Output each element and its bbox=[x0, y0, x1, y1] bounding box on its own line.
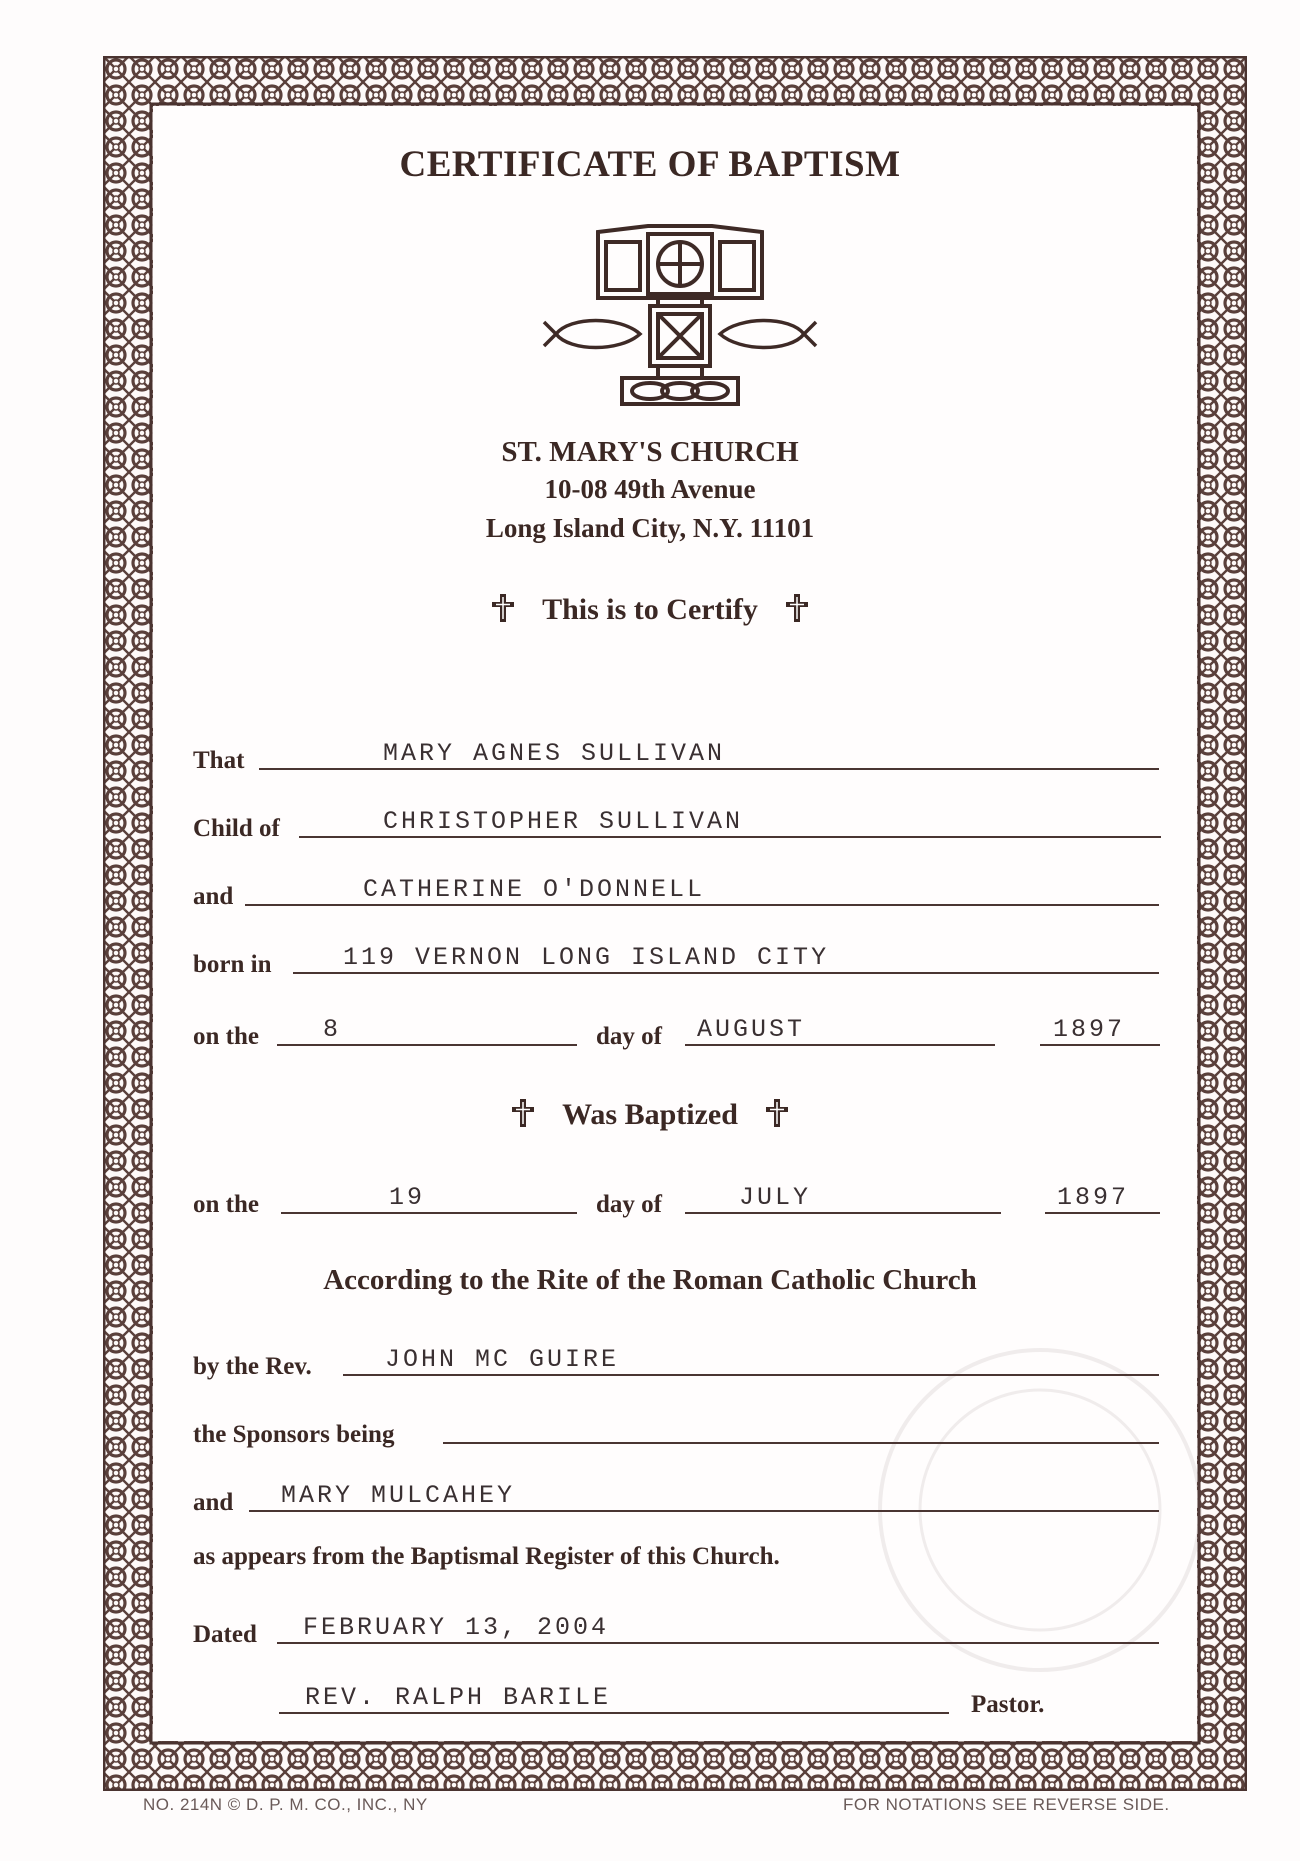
label-born-in: born in bbox=[193, 951, 272, 978]
father-line bbox=[299, 836, 1161, 838]
certify-heading-text: This is to Certify bbox=[542, 593, 758, 626]
baptism-year-line bbox=[1045, 1212, 1160, 1214]
baptism-day-value: 19 bbox=[389, 1183, 426, 1212]
label-pastor: Pastor. bbox=[971, 1691, 1045, 1718]
sponsor-2-line bbox=[249, 1510, 1159, 1512]
reverend-value: JOHN MC GUIRE bbox=[385, 1345, 620, 1374]
label-and: and bbox=[193, 1489, 234, 1516]
mother-value: CATHERINE O'DONNELL bbox=[363, 875, 706, 904]
label-that: That bbox=[193, 747, 245, 774]
pastor-value: REV. RALPH BARILE bbox=[305, 1683, 612, 1712]
baptized-heading-text: Was Baptized bbox=[562, 1098, 738, 1131]
field-row-birthdate bbox=[193, 1012, 1163, 1052]
cross-icon bbox=[492, 594, 514, 630]
church-address: 10-08 49th Avenue bbox=[544, 474, 756, 504]
label-sponsors-being: the Sponsors being bbox=[193, 1421, 395, 1448]
label-on-the: on the bbox=[193, 1191, 259, 1218]
dated-line bbox=[277, 1642, 1159, 1644]
baptism-month-line bbox=[685, 1212, 1001, 1214]
certify-heading bbox=[0, 593, 1300, 630]
rite-line: According to the Rite of the Roman Catholic Church bbox=[323, 1264, 977, 1296]
name-value: MARY AGNES SULLIVAN bbox=[383, 739, 726, 768]
sponsor-2-value: MARY MULCAHEY bbox=[281, 1481, 516, 1510]
sponsor-1-line bbox=[443, 1442, 1159, 1444]
field-row-mother bbox=[193, 872, 1163, 912]
baptism-day-line bbox=[281, 1212, 577, 1214]
cross-icon bbox=[766, 1099, 788, 1135]
form-number: NO. 214N © D. P. M. CO., INC., NY bbox=[143, 1795, 428, 1814]
field-row-reverend bbox=[193, 1342, 1163, 1382]
field-row-dated bbox=[193, 1610, 1163, 1650]
birth-month-line bbox=[685, 1044, 995, 1046]
name-line bbox=[259, 768, 1159, 770]
baptized-heading bbox=[0, 1098, 1300, 1135]
church-city: Long Island City, N.Y. 11101 bbox=[485, 513, 815, 543]
birth-day-value: 8 bbox=[323, 1015, 342, 1044]
father-value: CHRISTOPHER SULLIVAN bbox=[383, 807, 744, 836]
field-row-father bbox=[193, 804, 1163, 844]
baptism-month-value: JULY bbox=[739, 1183, 812, 1212]
label-dated: Dated bbox=[193, 1621, 257, 1648]
birthplace-value: 119 VERNON LONG ISLAND CITY bbox=[343, 943, 830, 972]
label-and: and bbox=[193, 883, 234, 910]
birth-year-line bbox=[1040, 1044, 1160, 1046]
field-row-pastor bbox=[193, 1680, 1163, 1720]
pastor-line bbox=[279, 1712, 949, 1714]
label-on-the: on the bbox=[193, 1023, 259, 1050]
fish-icon bbox=[544, 321, 640, 348]
reverend-line bbox=[343, 1374, 1159, 1376]
field-row-sponsor-1 bbox=[193, 1410, 1163, 1450]
notations-note: FOR NOTATIONS SEE REVERSE SIDE. bbox=[843, 1795, 1170, 1814]
field-row-birthplace bbox=[193, 940, 1163, 980]
label-day-of: day of bbox=[596, 1023, 662, 1050]
church-name: ST. MARY'S CHURCH bbox=[501, 436, 799, 468]
field-row-baptismdate bbox=[193, 1180, 1163, 1220]
baptism-year-value: 1897 bbox=[1057, 1183, 1130, 1212]
birth-month-value: AUGUST bbox=[697, 1015, 806, 1044]
birth-year-value: 1897 bbox=[1053, 1015, 1126, 1044]
field-row-name bbox=[193, 736, 1163, 776]
label-by-the-rev: by the Rev. bbox=[193, 1353, 312, 1380]
cross-icon bbox=[786, 594, 808, 630]
field-row-sponsor-2 bbox=[193, 1478, 1163, 1518]
register-line: as appears from the Baptismal Register of this Church. bbox=[193, 1543, 780, 1570]
birth-day-line bbox=[277, 1044, 577, 1046]
church-emblem-icon bbox=[540, 220, 820, 410]
label-child-of: Child of bbox=[193, 815, 280, 842]
cross-icon bbox=[512, 1099, 534, 1135]
label-day-of: day of bbox=[596, 1191, 662, 1218]
dated-value: FEBRUARY 13, 2004 bbox=[303, 1613, 610, 1642]
birthplace-line bbox=[293, 972, 1159, 974]
certificate-title: CERTIFICATE OF BAPTISM bbox=[399, 144, 901, 185]
mother-line bbox=[245, 904, 1159, 906]
